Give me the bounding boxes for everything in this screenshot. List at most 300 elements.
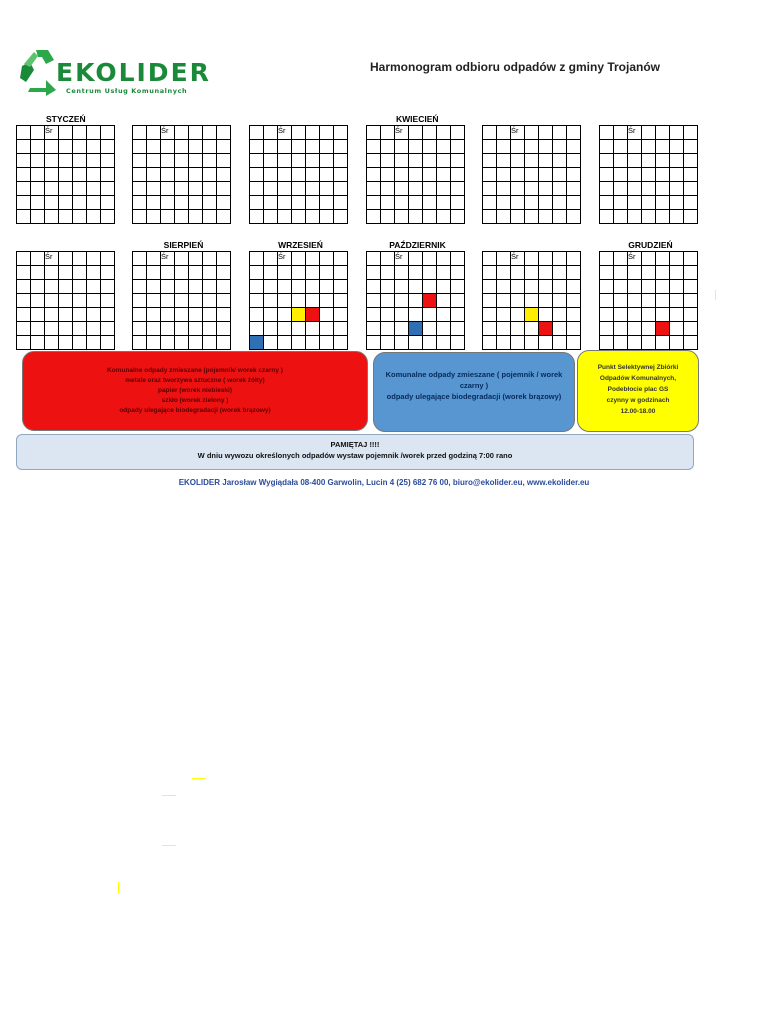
calendar-cell [147,126,161,140]
calendar-cell [217,126,231,140]
calendar-cell [264,294,278,308]
calendar-cell [161,196,175,210]
calendar-cell [17,126,31,140]
pickup-day-blue [409,322,423,336]
calendar-cell [409,126,423,140]
calendar-cell [642,154,656,168]
calendar-cell [73,252,87,266]
calendar-cell [567,140,581,154]
calendar-cell [539,210,553,224]
calendar-cell [306,182,320,196]
calendar-cell [264,252,278,266]
calendar-cell [278,154,292,168]
calendar-cell [381,336,395,350]
calendar-cell [656,210,670,224]
calendar-cell [101,126,115,140]
calendar-cell [553,252,567,266]
calendar-cell [133,140,147,154]
calendar-cell [320,154,334,168]
calendar-cell: Śr [45,252,59,266]
calendar-cell [423,266,437,280]
calendar-cell [656,252,670,266]
calendar-cell [437,266,451,280]
calendar-cell [367,336,381,350]
calendar-cell [451,126,465,140]
calendar-cell [217,196,231,210]
calendar-cell [553,126,567,140]
calendar-cell [133,126,147,140]
calendar-cell [539,168,553,182]
calendar-cell [684,252,698,266]
calendar-cell [600,168,614,182]
calendar-cell [278,168,292,182]
calendar-cell [684,126,698,140]
calendar-cell [497,280,511,294]
calendar-cell [511,154,525,168]
calendar-cell [381,126,395,140]
calendar-cell [73,196,87,210]
calendar-cell [147,294,161,308]
calendar-cell [278,182,292,196]
calendar-cell [567,280,581,294]
calendar-cell [642,196,656,210]
pickup-day-red [423,294,437,308]
calendar-cell [539,154,553,168]
calendar-cell [31,294,45,308]
calendar-cell [250,196,264,210]
calendar-cell [628,154,642,168]
calendar-cell [59,252,73,266]
calendar-cell [567,126,581,140]
stray-mark [118,882,119,894]
calendar-cell [483,322,497,336]
calendar-cell [483,168,497,182]
calendar-cell [264,308,278,322]
calendar-cell [628,294,642,308]
calendar-cell [684,294,698,308]
calendar-cell [133,168,147,182]
calendar-cell [73,168,87,182]
calendar-cell [59,322,73,336]
calendar-cell [217,336,231,350]
calendar-cell [320,336,334,350]
calendar-cell [451,154,465,168]
calendar-cell [423,308,437,322]
calendar-cell [684,322,698,336]
calendar-cell [217,308,231,322]
calendar-cell [101,182,115,196]
stray-mark [192,778,206,779]
calendar-cell [264,266,278,280]
calendar-cell [614,308,628,322]
calendar-cell [17,182,31,196]
calendar-cell [59,280,73,294]
calendar-cell [395,308,409,322]
calendar-cell [670,154,684,168]
calendar-cell [250,168,264,182]
calendar-cell [45,196,59,210]
month-label [16,239,119,251]
calendar-cell [511,280,525,294]
calendar-cell [189,294,203,308]
calendar-cell [409,336,423,350]
calendar-cell [278,336,292,350]
calendar-cell [87,280,101,294]
calendar-cell [217,210,231,224]
calendar-cell [395,168,409,182]
calendar-cell [553,336,567,350]
calendar-cell [567,266,581,280]
calendar-cell [451,280,465,294]
calendar-cell [250,154,264,168]
legend-line: Komunalne odpady zmieszane (pojemnik/ worek czarny ) [107,367,283,374]
calendar-cell [320,196,334,210]
calendar-cell [189,210,203,224]
calendar-cell [567,182,581,196]
calendar-cell [264,336,278,350]
calendar-cell [395,196,409,210]
calendar-cell [614,336,628,350]
calendar-cell [670,308,684,322]
calendar-cell [395,210,409,224]
pickup-day-red [656,322,670,336]
calendar-cell [437,294,451,308]
calendar-cell: Śr [628,126,642,140]
calendar-cell [101,196,115,210]
calendar-cell [539,294,553,308]
calendar-cell [133,210,147,224]
calendar-cell [147,168,161,182]
calendar-cell [395,336,409,350]
legend-line: Podebłocie plac GS [607,386,669,393]
calendar-cell [161,182,175,196]
calendar-cell [292,266,306,280]
calendar-cell [381,294,395,308]
calendar-cell [17,280,31,294]
calendar-cell [451,210,465,224]
calendar-cell [217,294,231,308]
calendar-cell [320,322,334,336]
calendar-cell [31,252,45,266]
calendar-cell [17,266,31,280]
calendar-cell [553,168,567,182]
month-calendar [366,251,465,350]
calendar-cell [161,280,175,294]
calendar-cell [264,140,278,154]
calendar-cell [217,154,231,168]
calendar-cell [189,126,203,140]
calendar-cell [264,210,278,224]
calendar-cell [203,210,217,224]
calendar-cell [539,266,553,280]
calendar-cell [409,168,423,182]
calendar-cell [292,294,306,308]
calendar-cell [381,210,395,224]
stray-mark [162,795,176,796]
calendar-cell [101,252,115,266]
calendar-cell [264,196,278,210]
calendar-cell [614,182,628,196]
calendar-cell [101,168,115,182]
calendar-cell [423,154,437,168]
calendar-cell [511,266,525,280]
calendar-cell [614,322,628,336]
calendar-cell [101,322,115,336]
calendar-cell [451,294,465,308]
calendar-cell [511,196,525,210]
calendar-cell [59,308,73,322]
calendar-cell [45,294,59,308]
calendar-cell [525,266,539,280]
calendar-cell [642,322,656,336]
calendar-cell [451,266,465,280]
calendar-cell: Śr [511,252,525,266]
calendar-cell [147,280,161,294]
calendar-cell [670,322,684,336]
calendar-cell [175,266,189,280]
calendar-cell [600,252,614,266]
calendar-cell [278,196,292,210]
calendar-cell [600,294,614,308]
calendar-cell [525,182,539,196]
calendar-cell [87,196,101,210]
calendar-cell [59,126,73,140]
calendar-cell [656,280,670,294]
calendar-cell [203,126,217,140]
calendar-cell [451,140,465,154]
calendar-cell [250,294,264,308]
calendar-cell [59,168,73,182]
calendar-cell [395,280,409,294]
calendar-cell [567,196,581,210]
calendar-cell [381,252,395,266]
calendar-cell [642,336,656,350]
calendar-cell [628,308,642,322]
calendar-cell [320,168,334,182]
calendar-cell [553,154,567,168]
calendar-cell [45,308,59,322]
calendar-cell [437,182,451,196]
month-calendar [482,251,581,350]
calendar-cell [656,294,670,308]
calendar-cell [642,140,656,154]
calendar-cell [628,210,642,224]
calendar-cell [525,294,539,308]
calendar-cell [147,182,161,196]
calendar-cell [553,140,567,154]
calendar-cell [367,294,381,308]
calendar-cell [101,308,115,322]
calendar-cell [483,266,497,280]
calendar-cell [292,140,306,154]
calendar-cell [395,322,409,336]
legend-line: Punkt Selektywnej Zbiórki [597,364,679,371]
calendar-cell [73,322,87,336]
calendar-cell [161,336,175,350]
calendar-cell [161,322,175,336]
calendar-cell [59,210,73,224]
calendar-cell [423,210,437,224]
calendar-cell [189,322,203,336]
calendar-cell [45,210,59,224]
calendar-cell [73,308,87,322]
calendar-cell [59,294,73,308]
calendar-cell [367,182,381,196]
stray-mark [162,845,176,846]
calendar-cell [423,252,437,266]
calendar-cell [670,196,684,210]
calendar-cell [101,154,115,168]
month-label [249,113,382,125]
calendar-cell [656,336,670,350]
calendar-cell [73,182,87,196]
calendar-cell [189,252,203,266]
calendar-cell [409,252,423,266]
calendar-cell [101,336,115,350]
calendar-cell [278,280,292,294]
calendar-cell [189,182,203,196]
calendar-cell [525,280,539,294]
month-calendar [599,251,698,350]
calendar-cell [87,308,101,322]
calendar-cell [45,266,59,280]
calendar-cell [175,182,189,196]
calendar-cell [87,182,101,196]
calendar-cell [306,266,320,280]
calendar-cell [497,126,511,140]
calendar-cell [334,140,348,154]
calendar-cell [539,182,553,196]
calendar-cell [334,126,348,140]
calendar-cell [497,154,511,168]
legend-line: odpady ulegające biodegradacji (worek brązowy) [386,392,562,401]
calendar-cell [334,336,348,350]
calendar-cell [306,154,320,168]
calendar-cell [292,126,306,140]
calendar-cell [497,266,511,280]
calendar-cell [31,210,45,224]
calendar-cell [451,182,465,196]
calendar-cell: Śr [395,126,409,140]
calendar-cell [451,322,465,336]
calendar-cell [320,252,334,266]
calendar-cell [423,140,437,154]
calendar-cell [59,196,73,210]
calendar-cell [642,294,656,308]
calendar-cell [250,252,264,266]
calendar-cell [628,266,642,280]
calendar-cell [73,294,87,308]
calendar-cell [161,266,175,280]
calendar-cell [567,322,581,336]
calendar-cell [642,308,656,322]
calendar-cell [600,126,614,140]
calendar-cell [334,182,348,196]
calendar-cell [409,140,423,154]
calendar-cell [381,308,395,322]
calendar-cell: Śr [395,252,409,266]
calendar-cell [395,294,409,308]
calendar-cell [203,308,217,322]
legend-line: czynny w godzinach [606,397,670,404]
calendar-cell [31,266,45,280]
calendar-cell [497,196,511,210]
calendar-cell [525,322,539,336]
calendar-cell [525,196,539,210]
calendar-cell [628,280,642,294]
calendar-cell [334,252,348,266]
calendar-cell [381,168,395,182]
pickup-day-red [306,308,320,322]
calendar-cell [133,308,147,322]
logo-subtitle: Centrum Usług Komunalnych [66,87,188,95]
calendar-cell [175,126,189,140]
calendar-cell [59,154,73,168]
calendar-cell [451,196,465,210]
calendar-cell [203,168,217,182]
calendar-cell [395,140,409,154]
calendar-cell [278,308,292,322]
calendar-cell [497,308,511,322]
calendar-cell [175,280,189,294]
calendar-cell [133,196,147,210]
calendar-cell [147,308,161,322]
calendar-cell [334,266,348,280]
calendar-cell [217,182,231,196]
calendar-cell [628,336,642,350]
calendar-cell [684,280,698,294]
calendar-cell [600,210,614,224]
calendar-cell [278,266,292,280]
calendar-cell [684,168,698,182]
calendar-cell [670,182,684,196]
calendar-cell [553,182,567,196]
calendar-cell [217,266,231,280]
calendar-cell [684,336,698,350]
calendar-cell [423,336,437,350]
calendar-cell [101,294,115,308]
calendar-cell [483,196,497,210]
calendar-cell [217,322,231,336]
month-calendar [249,125,348,224]
calendar-cell [306,252,320,266]
calendar-cell [59,336,73,350]
calendar-cell [203,266,217,280]
calendar-cell [133,154,147,168]
calendar-cell [133,294,147,308]
calendar-cell [217,140,231,154]
calendar-cell [73,210,87,224]
calendar-cell [101,266,115,280]
calendar-cell [203,196,217,210]
legend-line: Komunalne odpady zmieszane ( pojemnik / worek czarny ) [385,370,563,390]
calendar-cell [553,196,567,210]
calendar-cell [292,336,306,350]
calendar-cell [670,294,684,308]
calendar-cell [217,280,231,294]
calendar-cell [334,280,348,294]
calendar-cell [614,196,628,210]
calendar-cell [614,252,628,266]
calendar-cell [684,266,698,280]
calendar-cell [31,154,45,168]
calendar-cell [567,308,581,322]
calendar-cell [525,154,539,168]
calendar-cell [600,154,614,168]
calendar-cell [17,322,31,336]
calendar-cell [539,140,553,154]
calendar-cell [367,266,381,280]
